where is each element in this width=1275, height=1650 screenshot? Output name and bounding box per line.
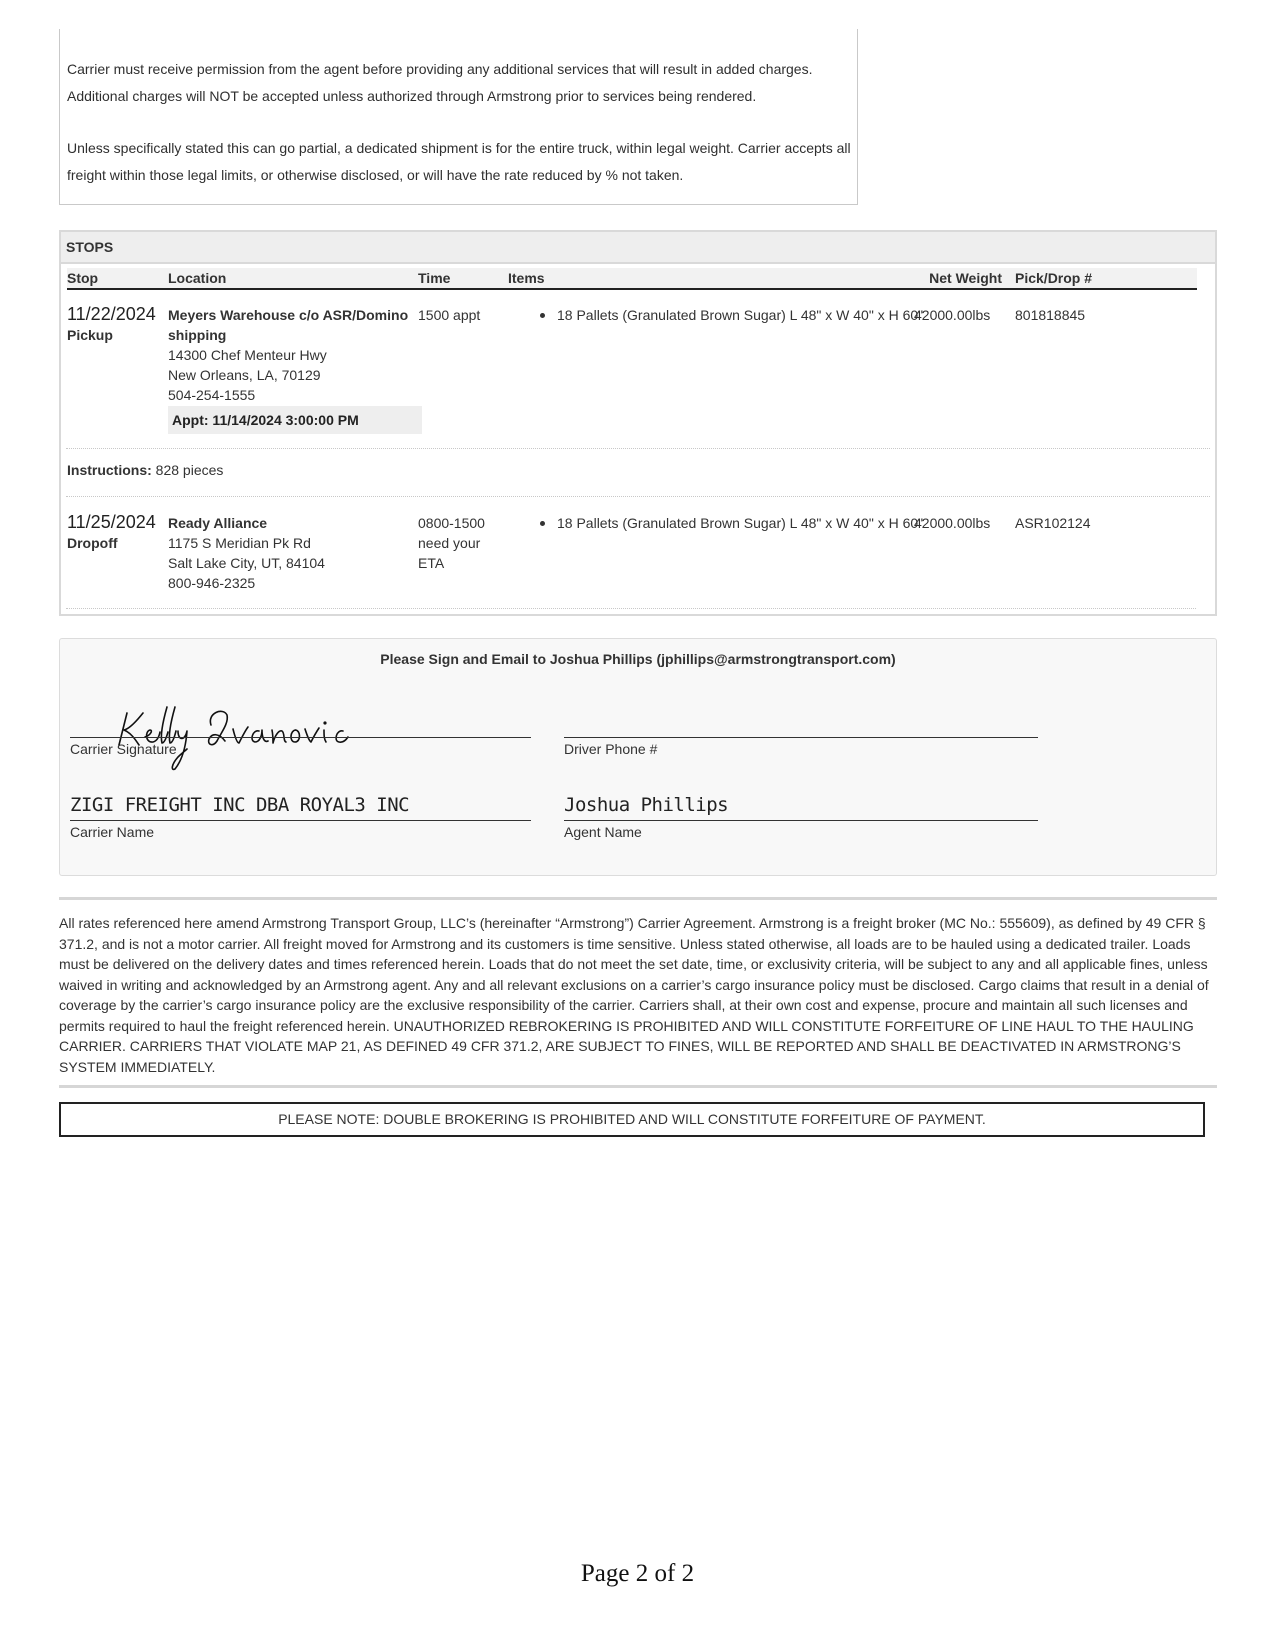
double-brokering-notice: PLEASE NOTE: DOUBLE BROKERING IS PROHIBITED AND WILL CONSTITUTE FORFEITURE OF PAYMENT. (59, 1102, 1205, 1137)
divider (59, 897, 1217, 900)
row-divider (66, 448, 1210, 449)
carrier-name-value: ZIGI FREIGHT INC DBA ROYAL3 INC (70, 794, 410, 816)
stop-item: 18 Pallets (Granulated Brown Sugar) L 48" x W 40" x H 60" (557, 307, 924, 323)
stop-time-note-continued: ETA (418, 555, 445, 571)
column-header-pick-drop: Pick/Drop # (1015, 270, 1093, 286)
legal-disclaimer: All rates referenced here amend Armstrong Transport Group, LLC’s (hereinafter “Armstrong”) Carrier Agreement. Armstrong is a freight broker (MC No.: 555609), as defined by 49 CFR § 371.2, and is not a motor carrier. All freight moved for Armstrong and its customers is time sensitive. Unless stated otherwise, all loads are to be hauled using a dedicated trailer. Loads must be delivered on the delivery dates and times referenced herein. Loads that do not meet the set date, time, or exclusivity criteria, will be subject to any and all applicable fines, unless waived in writing and acknowledged by an Armstrong agent. Any and all relevant exclusions on a carrier’s cargo insurance policy must be disclosed. Cargo claims that result in a denial of coverage by the carrier’s cargo insurance policy are the exclusive responsibility of the carrier. Carriers shall, at their own cost and expense, procure and maintain all such licenses and permits required to haul the freight referenced herein. UNAUTHORIZED REBROKERING IS PROHIBITED AND WILL CONSTITUTE FORFEITURE OF LINE HAUL TO THE HAULING CARRIER. CARRIERS THAT VIOLATE MAP 21, AS DEFINED 49 CFR 371.2, ARE SUBJECT TO FINES, WILL BE REPORTED AND SHALL BE DEACTIVATED IN ARMSTRONG’S SYSTEM IMMEDIATELY. (59, 915, 1209, 1075)
item-bullet-icon (540, 521, 545, 526)
terms-paragraph-additional-charges: Carrier must receive permission from the agent before providing any additional services that will result in added charges. Additional charges will NOT be accepted unless authorized through Armstrong prior to services being rendered. (67, 61, 813, 104)
stop-type: Pickup (67, 327, 113, 343)
divider (59, 1085, 1217, 1088)
stop-date: 11/25/2024 (67, 512, 156, 532)
agent-name-value: Joshua Phillips (564, 794, 729, 816)
column-header-items: Items (508, 270, 545, 286)
signature-instructions: Please Sign and Email to Joshua Phillips (jphillips@armstrongtransport.com) (380, 651, 896, 667)
driver-phone-label: Driver Phone # (564, 741, 658, 757)
location-phone: 504-254-1555 (168, 387, 256, 403)
signature-section (59, 638, 1217, 876)
agent-name-line (564, 820, 1038, 821)
stop-type: Dropoff (67, 535, 118, 551)
row-divider (66, 496, 1210, 497)
location-name: Meyers Warehouse c/o ASR/Domino (168, 307, 409, 323)
stop-time: 1500 appt (418, 307, 481, 323)
carrier-signature-image (115, 699, 375, 771)
carrier-signature-label: Carrier Signature (70, 741, 177, 757)
column-header-net-weight: Net Weight (929, 270, 1002, 286)
stop-pick-drop-number: ASR102124 (1015, 515, 1091, 531)
column-header-time: Time (418, 270, 451, 286)
location-address-street: 1175 S Meridian Pk Rd (168, 535, 311, 551)
row-divider (66, 608, 1196, 609)
item-bullet-icon (540, 313, 545, 318)
instructions-value: 828 pieces (155, 462, 224, 478)
agent-name-label: Agent Name (564, 824, 642, 840)
location-address-city: New Orleans, LA, 70129 (168, 367, 321, 383)
column-header-location: Location (168, 270, 227, 286)
stop-pick-drop-number: 801818845 (1015, 307, 1086, 323)
location-address-city: Salt Lake City, UT, 84104 (168, 555, 325, 571)
stop-item: 18 Pallets (Granulated Brown Sugar) L 48" x W 40" x H 60" (557, 515, 924, 531)
location-address-street: 14300 Chef Menteur Hwy (168, 347, 327, 363)
location-name-continued: shipping (168, 327, 227, 343)
terms-paragraph-dedicated-shipment: Unless specifically stated this can go partial, a dedicated shipment is for the entire truck, within legal weight. Carrier accepts all freight within those legal limits, or otherwise disclosed, or will have the rate reduced by % not taken. (67, 140, 851, 183)
column-header-stop: Stop (67, 270, 99, 286)
stops-section (59, 230, 1217, 616)
stop-net-weight: 42000.00lbs (914, 307, 991, 323)
stops-title: STOPS (61, 232, 1215, 264)
driver-phone-line (564, 737, 1038, 738)
stop-instructions (67, 460, 223, 480)
stop-time: 0800-1500 (418, 515, 485, 531)
location-phone: 800-946-2325 (168, 575, 256, 591)
stops-table-header-divider (67, 288, 1197, 290)
page-number: Page 2 of 2 (580, 1560, 695, 1587)
stop-date: 11/22/2024 (67, 304, 156, 324)
appointment-badge: Appt: 11/14/2024 3:00:00 PM (168, 406, 422, 434)
instructions-label: Instructions: (67, 462, 152, 478)
location-name: Ready Alliance (168, 515, 268, 531)
terms-box (59, 29, 858, 205)
stop-net-weight: 42000.00lbs (914, 515, 991, 531)
carrier-name-line (70, 820, 531, 821)
stop-time-note: need your (418, 535, 481, 551)
carrier-name-label: Carrier Name (70, 824, 155, 840)
carrier-signature-line (70, 737, 531, 738)
